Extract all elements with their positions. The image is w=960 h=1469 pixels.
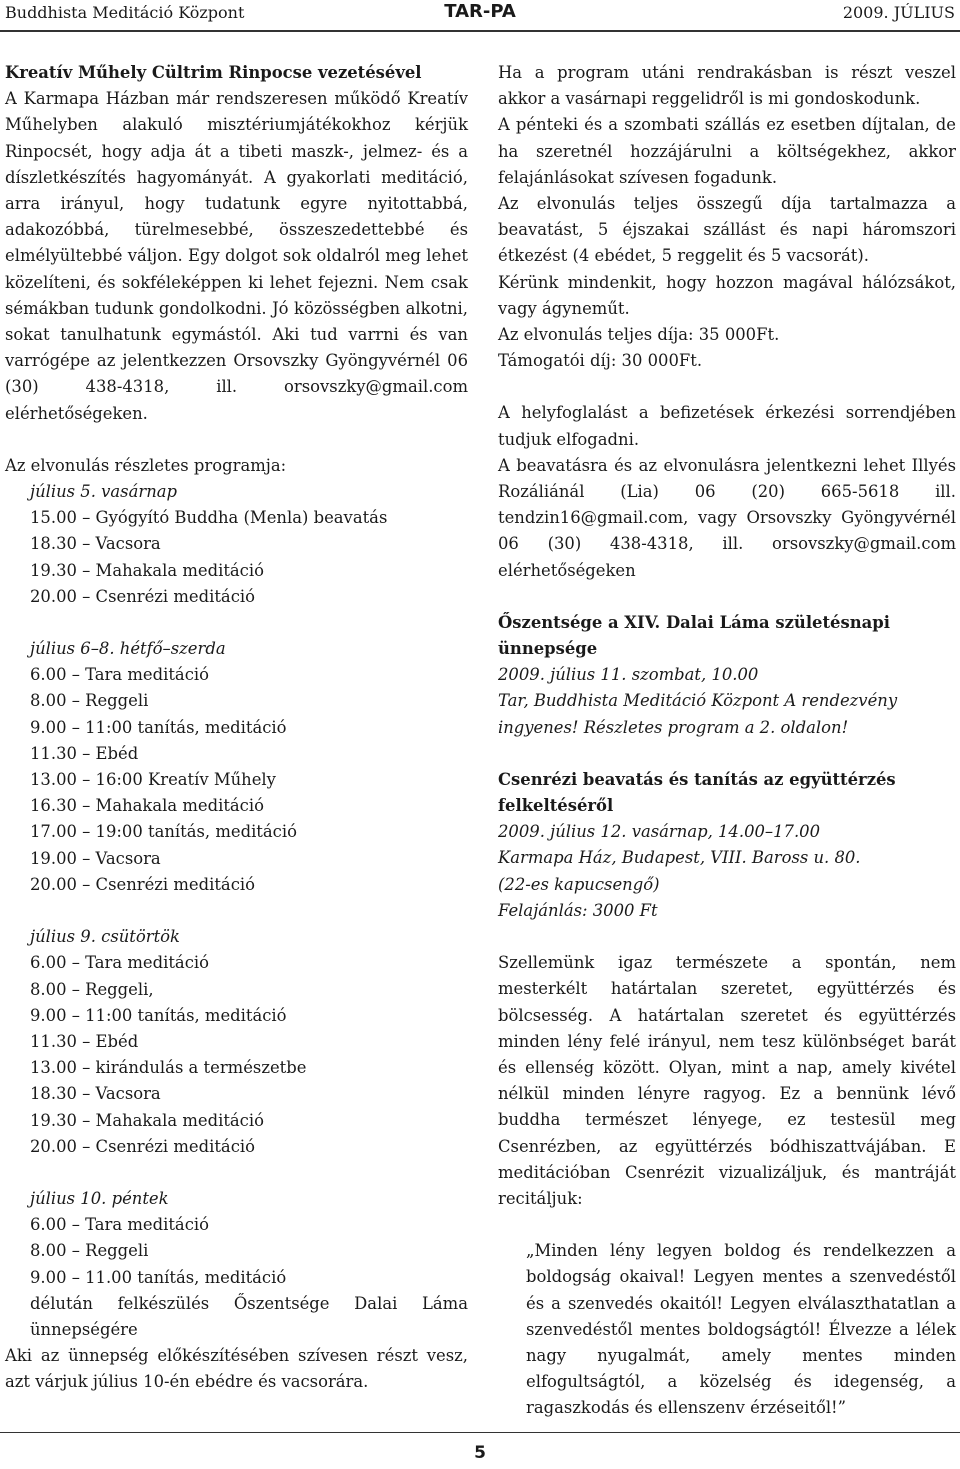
- workshop-intro: A Karmapa Házban már rendszeresen működő Kreatív Műhelyben alakuló misztériumjátékokhoz kérjük Rinpocsét, hogy adja át a tibeti maszk-, jelmez- és a díszletkészítés hagyományát. A gyakorlati meditáció, arra irányul, hogy tudatunk egyre nyitottabbá, adakozóbbá, türelmesebbé, összeszedettebbé és elmélyültebbé váljon. Egy dolgot sok oldalról meg lehet közelíteni, és sokféleképpen ki lehet fejezni. Nem csak sémákban tudunk gondolkodni. Jó közösségben alkotni, sokat tanulhatunk egymástól. Aki tud varrni és van varrógépe az jelentkezzen Orsovszky Gyöngyvérnél 06 (30) 438-4318, ill. orsovszky@gmail.com elérhetőségeken.: [5, 89, 468, 423]
- program-item: 20.00 – Csenrézi meditáció: [30, 586, 255, 606]
- paragraph: Szellemünk igaz természete a spontán, nem mesterkélt határtalan szeretet, együttérzés és bölcsesség. A határtalan szeretet és együttérzés minden lény felé irányul, nem tesz különbséget barát és ellenség között. Olyan, mint a nap, amely kivétel nélkül minden lényre ragyog. Ez a bennünk lévő buddha természet lényege, ez testesül meg Csenrézben, az együttérzés bódhiszattvájában. E meditációban Csenrézit vizualizáljuk, és mantráját recitáljuk:: [498, 953, 956, 1208]
- program-item: 8.00 – Reggeli: [30, 691, 149, 711]
- event-detail: 2009. július 12. vasárnap, 14.00–17.00: [498, 822, 821, 842]
- program-item: 20.00 – Csenrézi meditáció: [30, 874, 255, 894]
- header-title: TAR-PA: [444, 1, 516, 22]
- workshop-title: Kreatív Műhely Cültrim Rinpocse vezetésével: [5, 63, 422, 82]
- right-column: [498, 60, 956, 1422]
- paragraph: A pénteki és a szombati szállás ez esetben díjtalan, de ha szeretnél hozzájárulni a költségekhez, akkor felajánlásokat szívesen fogadunk.: [498, 115, 956, 187]
- program-item: 9.00 – 11.00 tanítás, meditáció: [30, 1267, 287, 1287]
- event-detail: Karmapa Ház, Budapest, VIII. Baross u. 80.: [498, 848, 861, 868]
- event-title: Csenrézi beavatás és tanítás az együttérzés felkeltéséről: [498, 769, 896, 816]
- program-day: [5, 1186, 468, 1343]
- program-item: 6.00 – Tara meditáció: [30, 953, 209, 973]
- program-item: 19.00 – Vacsora: [30, 848, 161, 868]
- program-day: [5, 479, 468, 610]
- program-item: 19.30 – Mahakala meditáció: [30, 560, 264, 580]
- program-item: 18.30 – Vacsora: [30, 534, 161, 554]
- event-title: Őszentsége a XIV. Dalai Láma születésnapi ünnepsége: [498, 612, 890, 659]
- program-item: 16.30 – Mahakala meditáció: [30, 796, 264, 816]
- paragraph: A helyfoglalást a befizetések érkezési sorrendjében tudjuk elfogadni.: [498, 403, 956, 449]
- day-label: július 6–8. hétfő–szerda: [30, 639, 226, 659]
- fee-line: Az elvonulás teljes díja: 35 000Ft.: [498, 325, 780, 345]
- closing-text: Aki az ünnepség előkészítésében szívesen részt vesz, azt várjuk július 10-én ebédre és vacsorára.: [5, 1346, 468, 1392]
- footer-rule: [0, 1432, 960, 1433]
- program-item: 17.00 – 19:00 tanítás, meditáció: [30, 822, 297, 842]
- event-detail: Tar, Buddhista Meditáció Központ A rendezvény ingyenes! Részletes program a 2. oldalon!: [498, 691, 898, 737]
- program-item: 8.00 – Reggeli: [30, 1241, 149, 1261]
- page-header: [5, 0, 955, 32]
- program-item: 9.00 – 11:00 tanítás, meditáció: [30, 717, 287, 737]
- header-date: 2009. JÚLIUS: [842, 3, 955, 22]
- program-item: 6.00 – Tara meditáció: [30, 665, 209, 685]
- program-item: 13.00 – 16:00 Kreatív Műhely: [30, 770, 276, 790]
- program-item: 18.30 – Vacsora: [30, 1084, 161, 1104]
- program-day: [5, 924, 468, 1160]
- header-rule: [0, 30, 960, 32]
- paragraph: A beavatásra és az elvonulásra jelentkezni lehet Illyés Rozáliánál (Lia) 06 (20) 665-5618 ill. tendzin16@gmail.com, vagy Orsovszky Gyöngyvérnél 06 (30) 438-4318, ill. orsovszky@gmail.com elérhetőségeken: [498, 455, 956, 580]
- day-label: július 9. csütörtök: [30, 927, 180, 947]
- program-item: délután felkészülés Őszentsége Dalai Láma ünnepségére: [30, 1293, 468, 1339]
- fee-line: Támogatói díj: 30 000Ft.: [498, 351, 703, 371]
- program-item: 15.00 – Gyógyító Buddha (Menla) beavatás: [30, 508, 388, 528]
- paragraph: Kérünk mindenkit, hogy hozzon magával hálózsákot, vagy ágyneműt.: [498, 272, 956, 318]
- program-title: Az elvonulás részletes programja:: [5, 455, 287, 475]
- paragraph: Ha a program utáni rendrakásban is részt veszel akkor a vasárnapi reggelidről is mi gondoskodunk.: [498, 63, 956, 109]
- header-organization: Buddhista Meditáció Központ: [5, 3, 245, 22]
- program-item: 13.00 – kirándulás a természetbe: [30, 1058, 307, 1078]
- program-item: 11.30 – Ebéd: [30, 1031, 139, 1051]
- event-detail: (22-es kapucsengő): [498, 874, 660, 894]
- day-label: július 5. vasárnap: [30, 482, 178, 502]
- event-detail: 2009. július 11. szombat, 10.00: [498, 665, 759, 685]
- program-item: 8.00 – Reggeli,: [30, 979, 154, 999]
- day-label: július 10. péntek: [30, 1188, 169, 1208]
- page-number: 5: [474, 1443, 486, 1463]
- left-column: [5, 60, 468, 1396]
- paragraph: Az elvonulás teljes összegű díja tartalmazza a beavatást, 5 éjszakai szállást és napi háromszori étkezést (4 ebédet, 5 reggelit és 5 vacsorát).: [498, 194, 956, 266]
- program-item: 19.30 – Mahakala meditáció: [30, 1110, 264, 1130]
- program-item: 11.30 – Ebéd: [30, 743, 139, 763]
- program-item: 20.00 – Csenrézi meditáció: [30, 1136, 255, 1156]
- event-detail: Felajánlás: 3000 Ft: [498, 900, 658, 920]
- mantra-quote: „Minden lény legyen boldog és rendelkezzen a boldogság okaival! Legyen mentes a szenvedéstől és a szenvedés okaitól! Legyen elválaszthatatlan a szenvedéstől mentes boldogságtól! Élvezze a lélek nagy nyugalmát, amely mentes minden elfogultságtól, a közelség és idegenség, a ragaszkodás és ellenszenv érzéseitől!”: [526, 1241, 956, 1418]
- program-item: 6.00 – Tara meditáció: [30, 1215, 209, 1235]
- program-item: 9.00 – 11:00 tanítás, meditáció: [30, 1005, 287, 1025]
- program-day: [5, 636, 468, 898]
